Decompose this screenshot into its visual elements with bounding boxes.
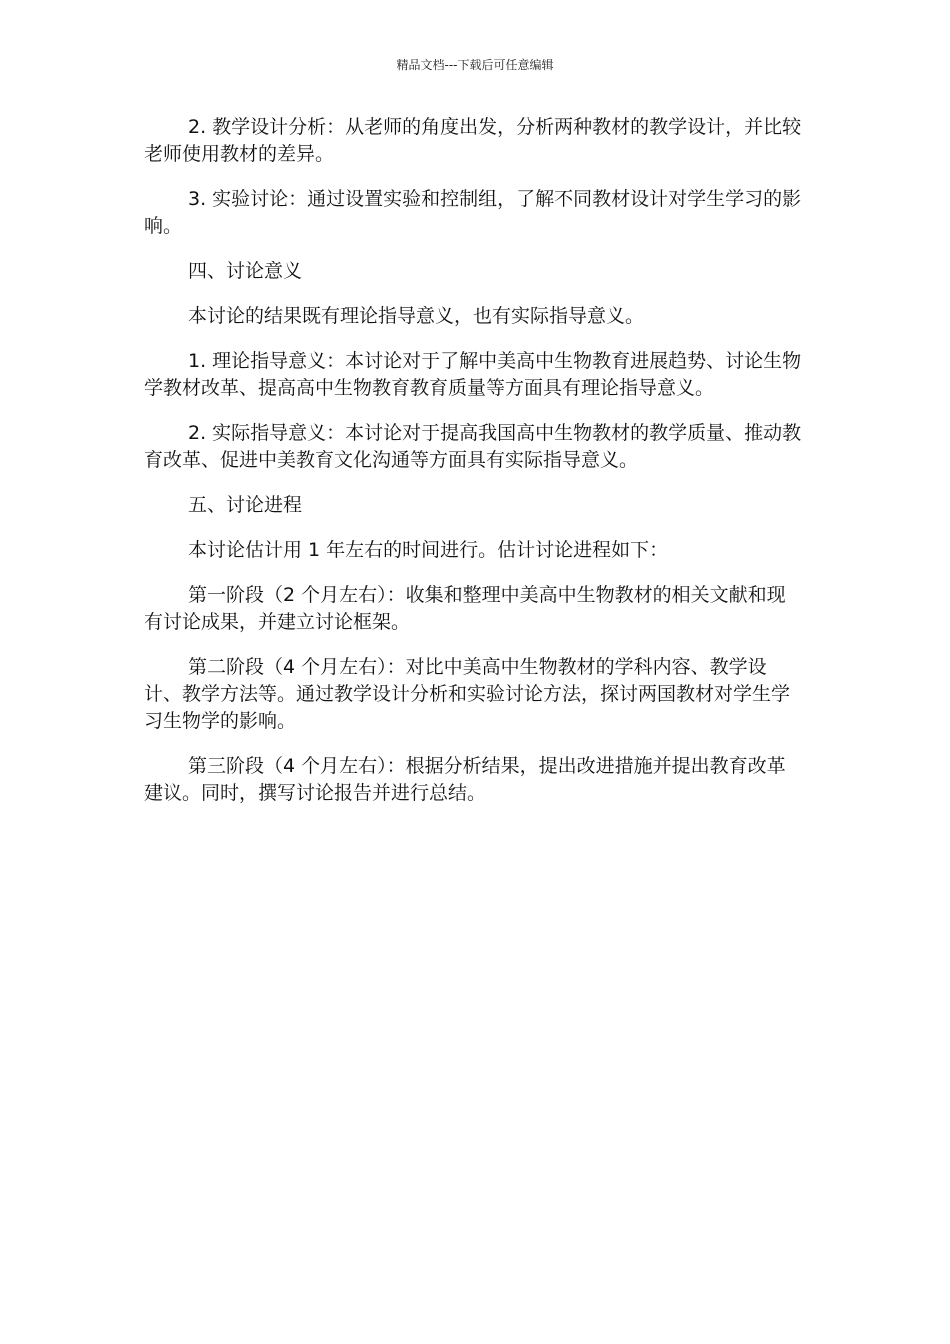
section-heading-significance: 四、讨论意义 bbox=[188, 260, 303, 282]
paragraph-practical-significance: 2. 实际指导意义：本讨论对于提高我国高中生物教材的教学质量、推动教育改革、促进中美教育文化沟通等方面具有实际指导意义。 bbox=[144, 422, 802, 471]
paragraph-experiment-discussion: 3. 实验讨论：通过设置实验和控制组，了解不同教材设计对学生学习的影响。 bbox=[144, 188, 802, 237]
paragraph-theoretical-significance: 1. 理论指导意义：本讨论对于了解中美高中生物教育进展趋势、讨论生物学教材改革、提高高中生物教育教育质量等方面具有理论指导意义。 bbox=[144, 350, 802, 399]
section-heading-progress: 五、讨论进程 bbox=[188, 494, 303, 516]
paragraph-phase-two: 第二阶段（4 个月左右）：对比中美高中生物教材的学科内容、教学设计、教学方法等。通过教学设计分析和实验讨论方法，探讨两国教材对学生学习生物学的影响。 bbox=[144, 656, 791, 732]
paragraph-progress-intro: 本讨论估计用 1 年左右的时间进行。估计讨论进程如下： bbox=[188, 539, 669, 561]
page-header: 精品文档---下载后可任意编辑 bbox=[396, 58, 554, 72]
document-body bbox=[144, 114, 804, 825]
paragraph-teaching-design-analysis: 2. 教学设计分析：从老师的角度出发，分析两种教材的教学设计，并比较老师使用教材的差异。 bbox=[144, 116, 802, 165]
paragraph-phase-three: 第三阶段（4 个月左右）：根据分析结果，提出改进措施并提出教育改革建议。同时，撰写讨论报告并进行总结。 bbox=[144, 755, 786, 804]
paragraph-phase-one: 第一阶段（2 个月左右）：收集和整理中美高中生物教材的相关文献和现有讨论成果，并建立讨论框架。 bbox=[144, 584, 786, 633]
paragraph-significance-intro: 本讨论的结果既有理论指导意义，也有实际指导意义。 bbox=[188, 305, 645, 327]
